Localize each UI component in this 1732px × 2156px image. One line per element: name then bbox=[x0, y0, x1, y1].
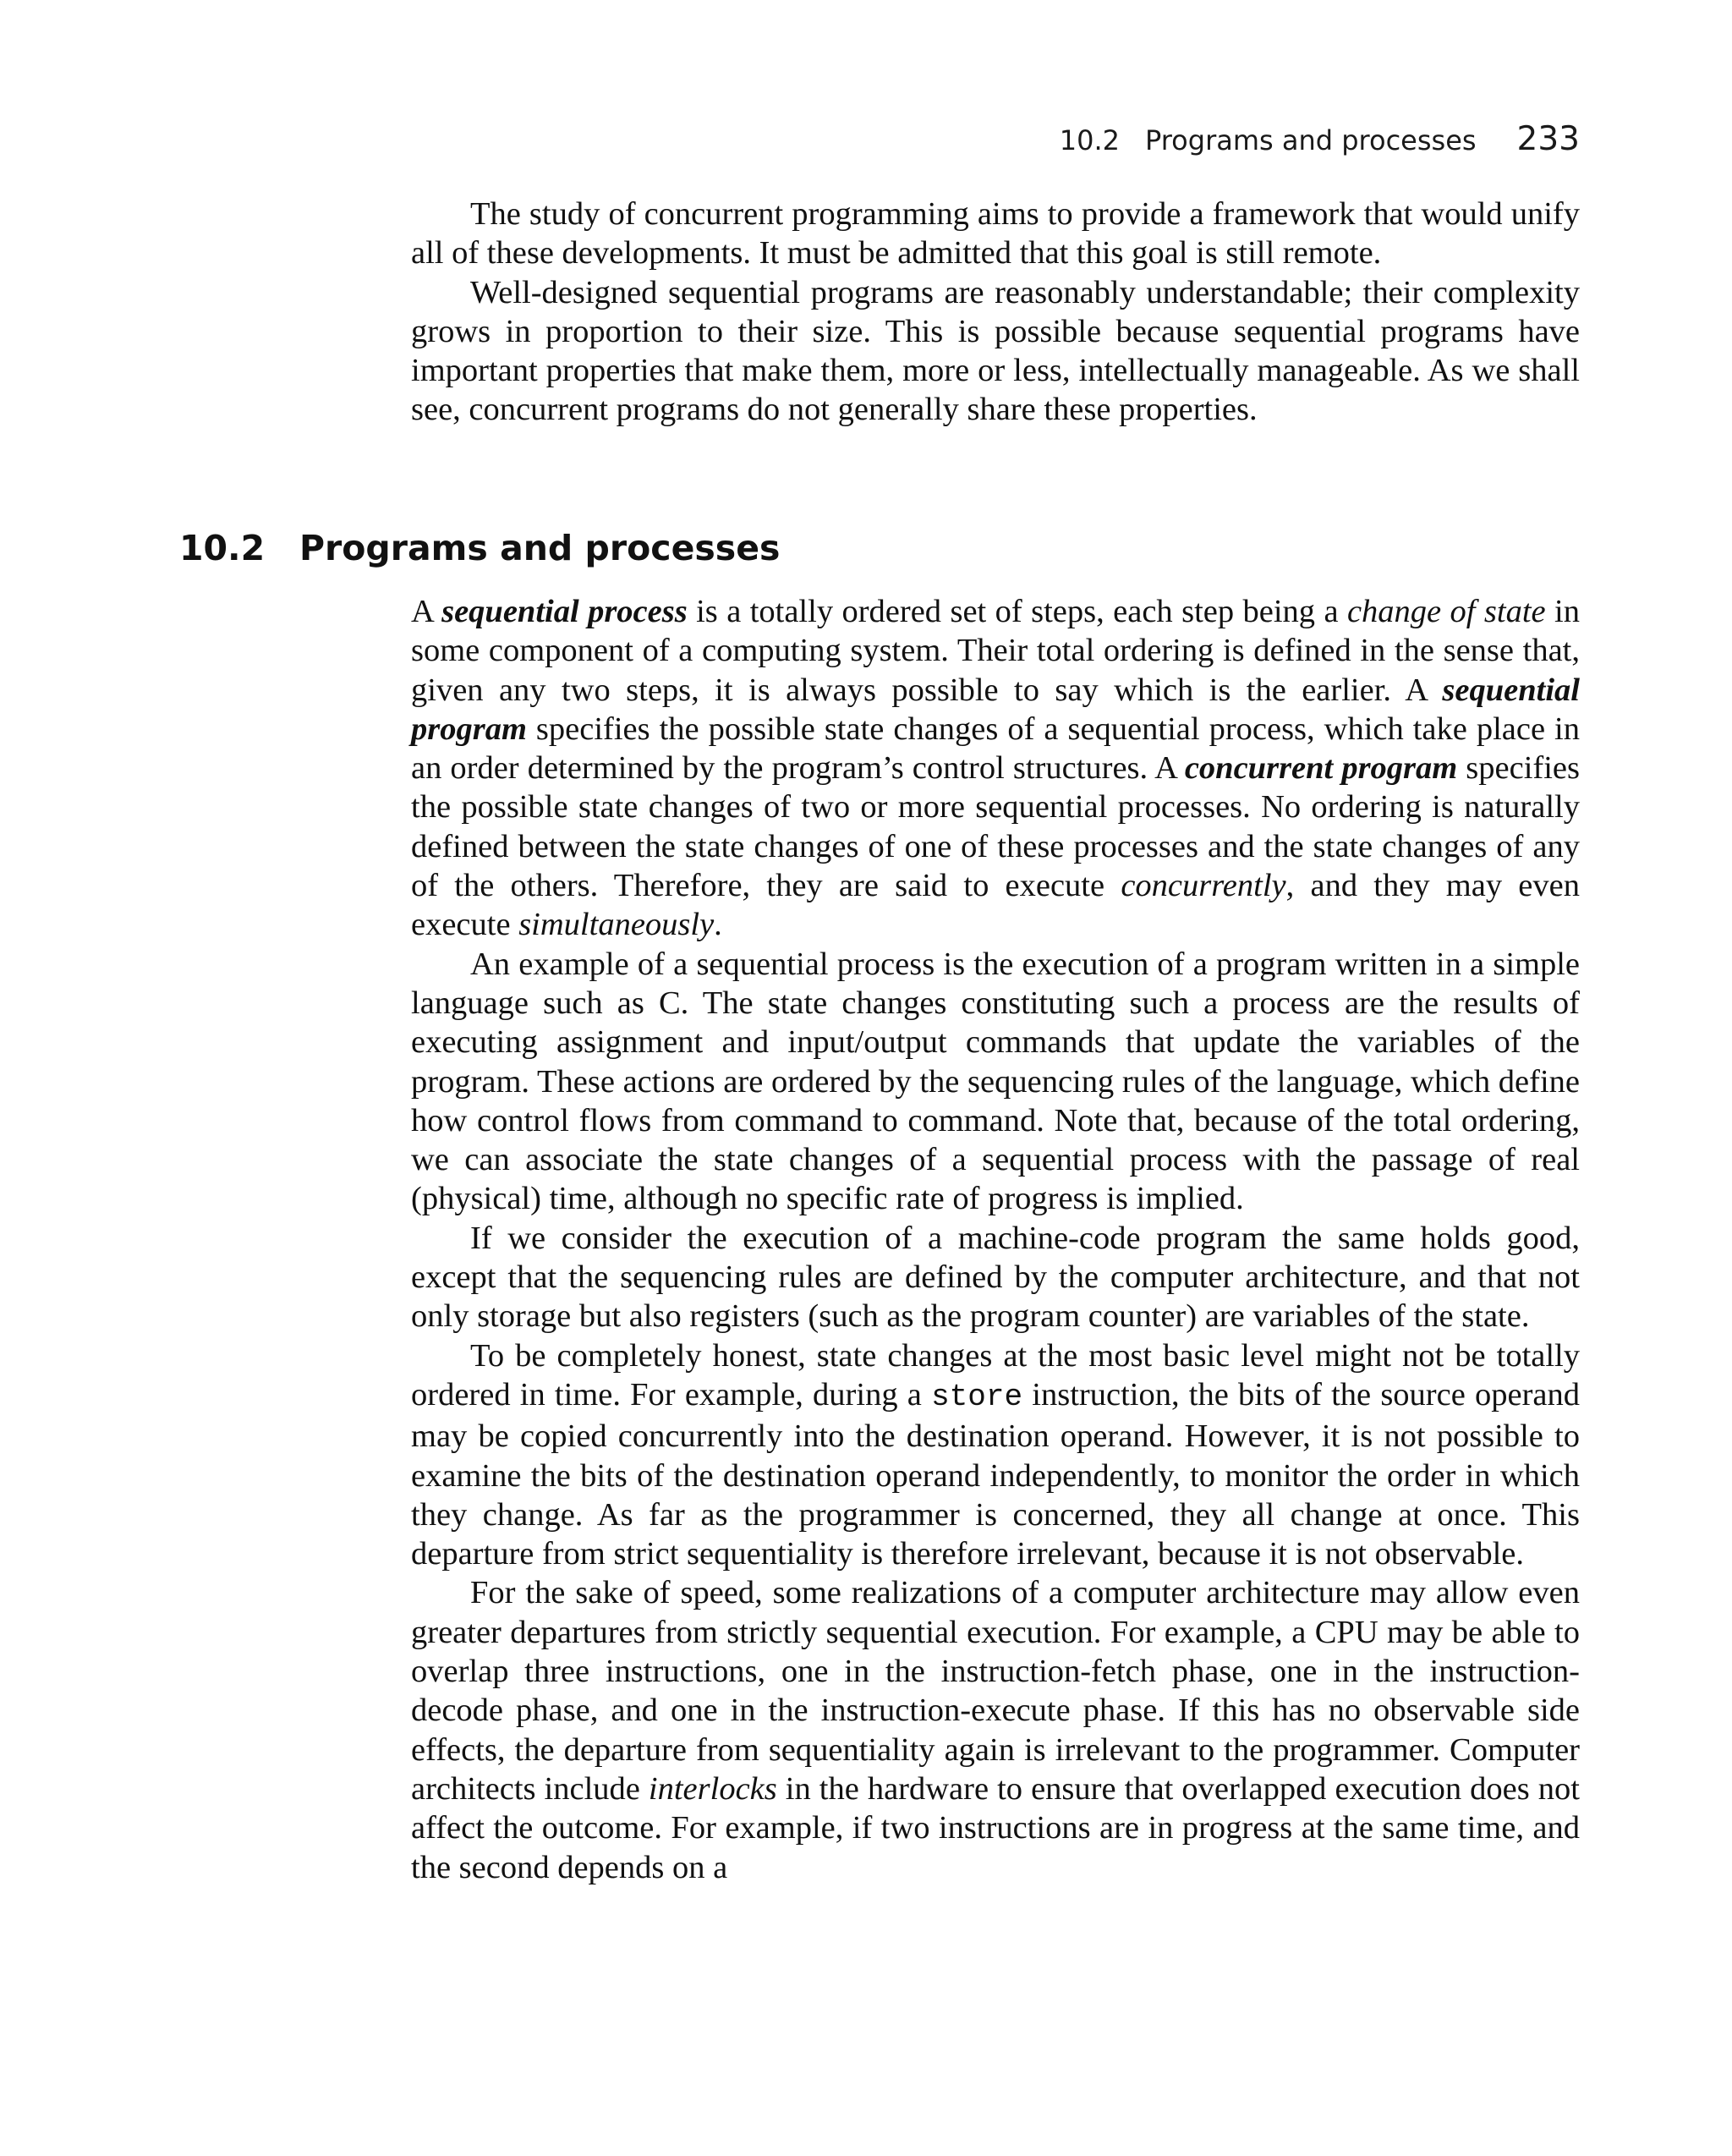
text-run: is a totally ordered set of steps, each step being a bbox=[687, 594, 1347, 629]
section-body bbox=[411, 592, 1580, 1887]
running-head bbox=[1060, 120, 1580, 158]
section-heading-title: Programs and processes bbox=[299, 528, 781, 568]
text-run: instruction, the bits of the source operand may be copied concurrently into the destination operand. However, it is not possible to examine the bits of the destination operand independently, to monitor the order in which they change. As far as the programmer is concerned, they all change at once. This departure from strict sequentiality is therefore irrelevant, because it is not observable. bbox=[411, 1376, 1580, 1572]
paragraph-sequential-example: An example of a sequential process is the execution of a program written in a simple language such as C. The state changes constituting such a process are the results of executing assignment and input/output commands that update the variables of the program. These actions are ordered by the sequencing rules of the language, which define how control flows from command to command. Note that, because of the total ordering, we can associate the state changes of a sequential process with the passage of real (physical) time, although no specific rate of progress is implied. bbox=[411, 946, 1580, 1217]
emphasis-interlocks: interlocks bbox=[648, 1770, 777, 1807]
section-heading-number: 10.2 bbox=[179, 528, 266, 568]
emphasis-simultaneously: simultaneously bbox=[518, 907, 715, 943]
text-run: in some component of a computing system. Their total ordering is defined in the sense that, given any two steps, it is always possible to say which is the earlier. A bbox=[411, 594, 1580, 708]
text-run: specifies the possible state changes of a sequential process, which take place in an order determined by the program’s control structures. A bbox=[411, 710, 1580, 787]
paragraph-machine-code: If we consider the execution of a machine-code program the same holds good, except that the sequencing rules are defined by the computer architecture, and that not only storage but also registers (such as the program counter) are variables of the state. bbox=[411, 1220, 1580, 1335]
term-concurrent-program: concurrent program bbox=[1184, 750, 1458, 787]
emphasis-change-of-state: change of state bbox=[1346, 594, 1546, 629]
emphasis-concurrently: concurrently bbox=[1121, 868, 1286, 904]
text-run: . bbox=[714, 907, 722, 943]
paragraph-store-instruction bbox=[411, 1336, 1580, 1574]
text-run: To be completely honest, state changes at the most basic level might not be totally ordered in time. For example, during a bbox=[411, 1337, 1580, 1413]
running-head-section-title: Programs and processes bbox=[1144, 124, 1477, 156]
text-run: in the hardware to ensure that overlapped execution does not affect the outcome. For example, if two instructions are in progress at the same time, and the second depends on a bbox=[411, 1770, 1580, 1885]
page-number: 233 bbox=[1516, 120, 1580, 158]
text-run: specifies the possible state changes of two or more sequential processes. No ordering is naturally defined between the state changes of one of these processes and the state changes of any of the others. Therefore, they are said to execute bbox=[411, 750, 1580, 904]
intro-paragraph-1: The study of concurrent programming aims to provide a framework that would unify all of these developments. It must be admitted that this goal is still remote. bbox=[411, 196, 1580, 272]
paragraph-definitions bbox=[411, 592, 1580, 945]
running-head-section-number: 10.2 bbox=[1059, 124, 1120, 156]
term-sequential-process: sequential process bbox=[441, 594, 688, 629]
section-heading bbox=[179, 528, 780, 568]
text-run: For the sake of speed, some realizations of a computer architecture may allow even greater departures from strictly sequential execution. For example, a CPU may be able to overlap three instructions, one in the instruction-fetch phase, one in the instruction-decode phase, and one in the instruction-execute phase. If this has no observable side effects, the departure from sequentiality again is irrelevant to the programmer. Computer architects include bbox=[411, 1575, 1580, 1807]
code-store: store bbox=[931, 1379, 1023, 1414]
text-run: , and they may even execute bbox=[411, 868, 1580, 943]
term-sequential-program: sequential program bbox=[411, 672, 1580, 747]
paragraph-pipelining bbox=[411, 1573, 1580, 1886]
text-run: A bbox=[411, 594, 442, 629]
intro-paragraph-2: Well-designed sequential programs are reasonably understandable; their complexity grows in proportion to their size. This is possible because sequential programs have important properties that make them, more or less, intellectually manageable. As we shall see, concurrent programs do not generally share these properties. bbox=[411, 274, 1580, 428]
intro-text-block bbox=[411, 195, 1580, 430]
